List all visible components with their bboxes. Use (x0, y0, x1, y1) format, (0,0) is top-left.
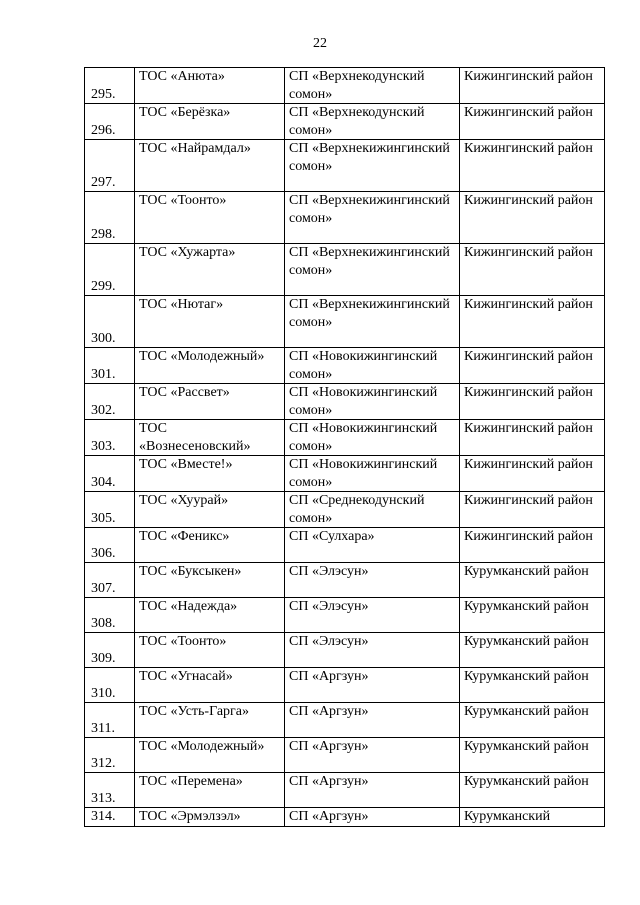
region-cell: Курумканский район (460, 633, 605, 668)
tos-name-cell: ТОС «Тоонто» (135, 192, 285, 244)
tos-name-cell: ТОС «Хужарта» (135, 244, 285, 296)
settlement-cell: СП «Аргзун» (285, 668, 460, 703)
region-cell: Курумканский район (460, 773, 605, 808)
settlement-cell: СП «Новокижингинский сомон» (285, 456, 460, 492)
region-cell: Курумканский район (460, 598, 605, 633)
region-cell: Кижингинский район (460, 68, 605, 104)
tos-name-cell: ТОС «Эрмэлзэл» (135, 808, 285, 827)
settlement-cell: СП «Аргзун» (285, 703, 460, 738)
tos-name-cell: ТОС «Перемена» (135, 773, 285, 808)
row-number-cell: 307. (85, 563, 135, 598)
row-number-cell: 308. (85, 598, 135, 633)
table-row (85, 528, 605, 563)
settlement-cell: СП «Сулхара» (285, 528, 460, 563)
region-cell: Курумканский район (460, 738, 605, 773)
tos-name-cell: ТОС «Молодежный» (135, 738, 285, 773)
settlement-cell: СП «Верхнекижингинский сомон» (285, 296, 460, 348)
table-row (85, 563, 605, 598)
tos-name-cell: ТОС «Тоонто» (135, 633, 285, 668)
table-row (85, 348, 605, 384)
region-cell: Курумканский (460, 808, 605, 827)
region-cell: Кижингинский район (460, 296, 605, 348)
table-row (85, 633, 605, 668)
region-cell: Кижингинский район (460, 244, 605, 296)
region-cell: Кижингинский район (460, 348, 605, 384)
tos-name-cell: ТОС «Феникс» (135, 528, 285, 563)
table-row (85, 244, 605, 296)
table-row (85, 296, 605, 348)
tos-name-cell: ТОС «Молодежный» (135, 348, 285, 384)
tos-registry-table (84, 67, 605, 827)
table-row (85, 808, 605, 827)
settlement-cell: СП «Аргзун» (285, 808, 460, 827)
table-row (85, 68, 605, 104)
row-number-cell: 306. (85, 528, 135, 563)
table-row (85, 492, 605, 528)
settlement-cell: СП «Новокижингинский сомон» (285, 384, 460, 420)
table-row (85, 420, 605, 456)
row-number-cell: 301. (85, 348, 135, 384)
tos-name-cell: ТОС «Угнасай» (135, 668, 285, 703)
table-row (85, 738, 605, 773)
settlement-cell: СП «Верхнекодунский сомон» (285, 104, 460, 140)
tos-name-cell: ТОС «Нютаг» (135, 296, 285, 348)
settlement-cell: СП «Аргзун» (285, 738, 460, 773)
region-cell: Курумканский район (460, 563, 605, 598)
tos-name-cell: ТОС «Вознесеновский» (135, 420, 285, 456)
region-cell: Кижингинский район (460, 456, 605, 492)
tos-name-cell: ТОС «Усть-Гарга» (135, 703, 285, 738)
tos-name-cell: ТОС «Найрамдал» (135, 140, 285, 192)
tos-name-cell: ТОС «Анюта» (135, 68, 285, 104)
settlement-cell: СП «Элэсун» (285, 563, 460, 598)
row-number-cell: 312. (85, 738, 135, 773)
row-number-cell: 304. (85, 456, 135, 492)
region-cell: Курумканский район (460, 703, 605, 738)
row-number-cell: 298. (85, 192, 135, 244)
table-row (85, 140, 605, 192)
table-row (85, 384, 605, 420)
region-cell: Кижингинский район (460, 192, 605, 244)
row-number-cell: 311. (85, 703, 135, 738)
row-number-cell: 300. (85, 296, 135, 348)
row-number-cell: 296. (85, 104, 135, 140)
tos-name-cell: ТОС «Буксыкен» (135, 563, 285, 598)
settlement-cell: СП «Верхнекижингинский сомон» (285, 244, 460, 296)
table-row (85, 104, 605, 140)
settlement-cell: СП «Элэсун» (285, 633, 460, 668)
row-number-cell: 305. (85, 492, 135, 528)
region-cell: Кижингинский район (460, 420, 605, 456)
settlement-cell: СП «Верхнекижингинский сомон» (285, 192, 460, 244)
region-cell: Кижингинский район (460, 492, 605, 528)
table-row (85, 456, 605, 492)
row-number-cell: 314. (85, 808, 135, 827)
region-cell: Кижингинский район (460, 140, 605, 192)
row-number-cell: 310. (85, 668, 135, 703)
row-number-cell: 309. (85, 633, 135, 668)
tos-name-cell: ТОС «Хуурай» (135, 492, 285, 528)
settlement-cell: СП «Верхнекижингинский сомон» (285, 140, 460, 192)
table-row (85, 668, 605, 703)
table-row (85, 703, 605, 738)
region-cell: Кижингинский район (460, 528, 605, 563)
settlement-cell: СП «Новокижингинский сомон» (285, 420, 460, 456)
table-row (85, 598, 605, 633)
settlement-cell: СП «Среднекодунский сомон» (285, 492, 460, 528)
tos-name-cell: ТОС «Берёзка» (135, 104, 285, 140)
region-cell: Курумканский район (460, 668, 605, 703)
row-number-cell: 295. (85, 68, 135, 104)
tos-name-cell: ТОС «Надежда» (135, 598, 285, 633)
region-cell: Кижингинский район (460, 104, 605, 140)
row-number-cell: 303. (85, 420, 135, 456)
page-number: 22 (313, 36, 327, 51)
settlement-cell: СП «Новокижингинский сомон» (285, 348, 460, 384)
settlement-cell: СП «Элэсун» (285, 598, 460, 633)
settlement-cell: СП «Аргзун» (285, 773, 460, 808)
table-row (85, 192, 605, 244)
row-number-cell: 313. (85, 773, 135, 808)
table-row (85, 773, 605, 808)
row-number-cell: 299. (85, 244, 135, 296)
tos-name-cell: ТОС «Рассвет» (135, 384, 285, 420)
row-number-cell: 302. (85, 384, 135, 420)
tos-name-cell: ТОС «Вместе!» (135, 456, 285, 492)
region-cell: Кижингинский район (460, 384, 605, 420)
row-number-cell: 297. (85, 140, 135, 192)
settlement-cell: СП «Верхнекодунский сомон» (285, 68, 460, 104)
